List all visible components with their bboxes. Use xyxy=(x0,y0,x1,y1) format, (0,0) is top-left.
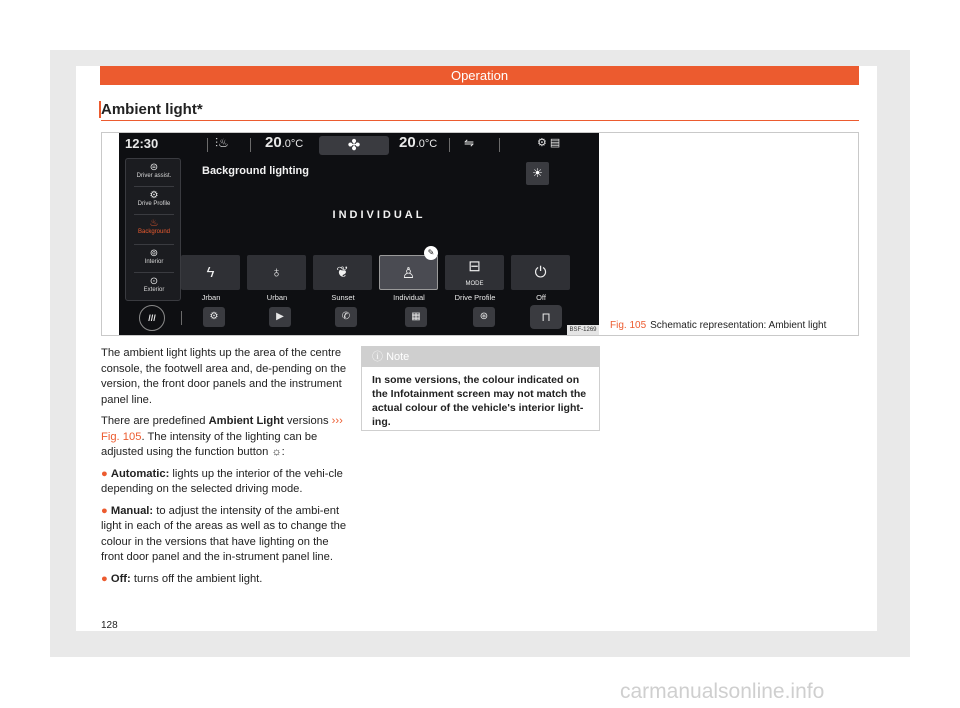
mode-jrban-button[interactable] xyxy=(181,255,240,290)
screen-page-title: Background lighting xyxy=(202,165,309,177)
seat-heat-icon[interactable]: ⫶♨ xyxy=(215,136,229,150)
sidebar-item-background[interactable]: ♨ Background xyxy=(126,218,182,235)
mode-label: Jrban xyxy=(201,293,221,302)
watermark: carmanualsonline.info xyxy=(620,680,825,703)
status-divider xyxy=(250,138,251,152)
fan-icon[interactable]: ✤ xyxy=(319,136,389,155)
play-icon[interactable]: ▶ xyxy=(269,307,291,327)
status-divider xyxy=(207,138,208,152)
edit-pencil-icon[interactable]: ✎ xyxy=(424,246,438,260)
sidebar-item-interior[interactable]: ⊚ Interior xyxy=(126,248,182,265)
title-rule xyxy=(101,120,859,121)
settings-status-icon[interactable]: ⚙ ▤ xyxy=(537,137,561,149)
mode-heading: INDIVIDUAL xyxy=(332,209,426,221)
car-settings-icon[interactable]: ⊛ xyxy=(473,307,495,327)
paragraph: The ambient light lights up the area of the centre console, the footwell area and, de-pending on the version, the front door panels and the instrument panel line. xyxy=(101,347,347,406)
bullet-item: ● Manual: to adjust the intensity of the ambi-ent light in each of the areas as well as to change the colour in the versions that have lighting on the front door panel and the in-strument panel line. xyxy=(101,504,347,563)
mode-sunset-button[interactable] xyxy=(313,255,372,290)
sidebar-divider xyxy=(134,186,174,187)
phone-icon[interactable]: ✆ xyxy=(335,307,357,327)
tree-icon: ♁ xyxy=(270,264,283,281)
status-divider xyxy=(499,138,500,152)
sidebar-item-exterior[interactable]: ⊙ Exterior xyxy=(126,276,182,293)
temp-left[interactable]: 20.0°C xyxy=(265,134,304,151)
page-number: 128 xyxy=(101,620,118,631)
person-icon: ♙ xyxy=(401,265,416,282)
figure-link[interactable]: ››› Fig. 105 xyxy=(101,415,343,443)
body-text xyxy=(101,346,351,593)
temp-right[interactable]: 20.0°C xyxy=(399,134,438,151)
background-icon: ♨ xyxy=(149,218,159,229)
mode-label: Off xyxy=(536,293,546,302)
sidebar-item-drive-profile[interactable]: ⚙ Drive Profile xyxy=(126,190,182,207)
settings-icon[interactable]: ⚙ xyxy=(203,307,225,327)
apps-icon[interactable]: ▦ xyxy=(405,307,427,327)
clock: 12:30 xyxy=(125,136,159,151)
bullet-item: ● Off: turns off the ambient light. xyxy=(101,572,263,585)
air-recirc-icon[interactable]: ⇋ xyxy=(464,136,475,150)
paragraph: There are predefined Ambient Light versions ››› Fig. 105. The intensity of the lighting can be adjusted using the function button ☼: xyxy=(101,415,343,458)
mode-label: Sunset xyxy=(331,293,355,302)
vehicle-icon[interactable]: ⊓ xyxy=(530,305,562,329)
section-title: Ambient light* xyxy=(101,101,203,118)
note-header: ⓘ Note xyxy=(362,347,599,367)
bolt-icon: ϟ xyxy=(206,264,215,281)
mode-urban-button[interactable] xyxy=(247,255,306,290)
power-icon: ⏻ xyxy=(534,264,547,281)
leaf-icon: ❦ xyxy=(336,264,349,281)
sidebar-item-driver-assist[interactable]: ⊜ Driver assist. xyxy=(126,162,182,179)
info-icon: ⓘ xyxy=(372,351,387,363)
menu-round-button[interactable]: /// xyxy=(139,305,165,331)
sidebar-divider xyxy=(134,244,174,245)
brightness-button[interactable]: ☀ xyxy=(526,162,549,185)
mode-label: Urban xyxy=(266,293,288,302)
exterior-icon: ⊙ xyxy=(149,276,159,287)
mode-individual-button[interactable] xyxy=(379,255,438,290)
infotainment-screen xyxy=(119,133,599,335)
mode-label: Individual xyxy=(393,293,425,302)
interior-icon: ⊚ xyxy=(149,248,159,259)
dock-divider xyxy=(181,311,182,325)
mode-off-button[interactable] xyxy=(511,255,570,290)
drive-profile-icon: ⚙ xyxy=(149,190,159,201)
mode-drive-profile-button[interactable]: ⊟ MODE xyxy=(445,255,504,290)
figure-caption: Fig. 105 Schematic representation: Ambient light xyxy=(610,320,827,331)
note-text: In some versions, the colour indicated on the Infotainment screen may not match the actual colour of the vehicle's interior light-ing. xyxy=(372,374,587,428)
car-mode-icon: ⊟ xyxy=(468,258,481,275)
note-box xyxy=(361,346,600,431)
sidebar-divider xyxy=(134,214,174,215)
status-divider xyxy=(449,138,450,152)
sidebar xyxy=(125,158,181,301)
figure-code: BSF-1269 xyxy=(567,325,599,335)
bullet-item: ● Automatic: lights up the interior of the vehi-cle depending on the selected driving mode. xyxy=(101,467,343,495)
mode-label: Drive Profile xyxy=(454,293,496,302)
driver-assist-icon: ⊜ xyxy=(149,162,159,173)
sidebar-divider xyxy=(134,272,174,273)
chapter-header: Operation xyxy=(100,66,859,85)
